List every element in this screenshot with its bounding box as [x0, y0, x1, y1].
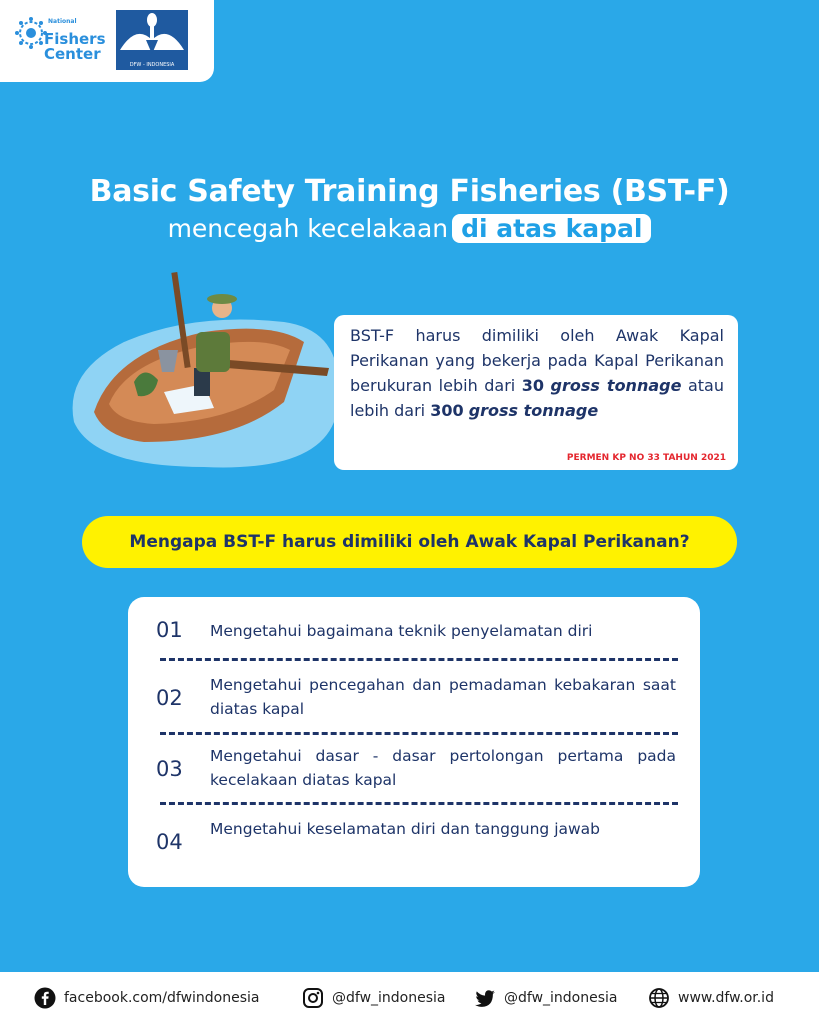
info-text-2: atau lebih dari [350, 376, 724, 420]
fisherman-boat-illustration [54, 272, 344, 472]
info-emphasis-2: gross tonnage [468, 401, 599, 420]
nfc-big-line-2: Center [44, 45, 101, 63]
dfw-indonesia-logo [116, 10, 188, 70]
list-item [156, 817, 676, 865]
info-emphasis-1: gross tonnage [550, 376, 682, 395]
website-label: www.dfw.or.id [678, 990, 774, 1006]
regulation-source: PERMEN KP NO 33 TAHUN 2021 [566, 453, 726, 463]
item-text: Mengetahui bagaimana teknik penyelamatan diri [210, 622, 593, 640]
fisherman-boots [194, 368, 210, 396]
dfw-emblem-icon [116, 10, 188, 62]
instagram-link[interactable] [302, 986, 482, 1010]
list-item [156, 673, 676, 721]
question-banner: Mengapa BST-F harus dimiliki oleh Awak Kapal Perikanan? [82, 516, 737, 568]
page-title: Basic Safety Training Fisheries (BST-F) [89, 174, 730, 209]
info-number-2: 300 [430, 401, 464, 420]
instagram-icon [302, 987, 324, 1009]
divider [160, 732, 678, 735]
item-number: 01 [156, 618, 183, 642]
globe-icon [648, 987, 670, 1009]
list-item [156, 615, 676, 645]
item-number: 03 [156, 757, 183, 781]
facebook-link[interactable] [34, 986, 304, 1010]
nfc-small-text: National [48, 18, 77, 25]
twitter-link[interactable] [474, 986, 650, 1010]
list-item [156, 744, 676, 792]
item-number: 02 [156, 686, 183, 710]
nfc-big-line-1: Fishers [44, 30, 106, 48]
divider [160, 802, 678, 805]
info-text-1: BST-F harus dimiliki oleh Awak Kapal Perikanan yang bekerja pada Kapal Perikanan berukuran lebih dari [350, 326, 724, 395]
reasons-card [128, 597, 700, 887]
footer [0, 972, 819, 1024]
national-fishers-center-logo [14, 14, 110, 70]
instagram-label: @dfw_indonesia [332, 990, 446, 1006]
nfc-wheel-icon [14, 16, 48, 50]
subtitle-plain: mencegah kecelakaan [167, 214, 449, 243]
facebook-icon [34, 987, 56, 1009]
item-text: Mengetahui dasar - dasar pertolongan pertama pada kecelakaan diatas kapal [210, 747, 676, 789]
twitter-label: @dfw_indonesia [504, 990, 618, 1006]
facebook-label: facebook.com/dfwindonesia [64, 990, 260, 1006]
info-paragraph [350, 323, 724, 423]
item-number: 04 [156, 830, 183, 854]
page-subtitle [0, 214, 819, 243]
twitter-icon [474, 987, 496, 1009]
fisherman-body [196, 332, 230, 372]
item-text: Mengetahui keselamatan diri dan tanggung jawab [210, 820, 601, 838]
item-text: Mengetahui pencegahan dan pemadaman kebakaran saat diatas kapal [210, 676, 676, 718]
nfc-big-text [44, 32, 106, 62]
info-card [334, 315, 738, 470]
info-number-1: 30 [521, 376, 544, 395]
dfw-logo-text: DFW - INDONESIA [129, 62, 175, 68]
logo-bar [0, 0, 214, 82]
subtitle-highlight: di atas kapal [452, 214, 651, 243]
divider [160, 658, 678, 661]
website-link[interactable] [648, 986, 788, 1010]
fisherman-hat [207, 294, 237, 304]
